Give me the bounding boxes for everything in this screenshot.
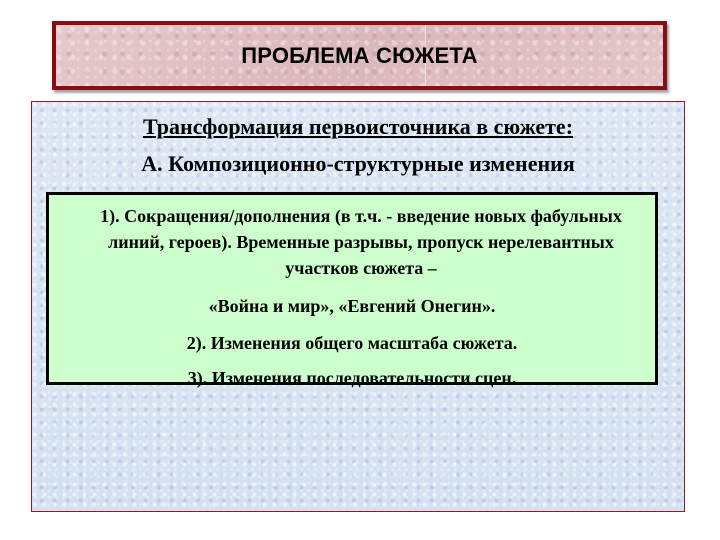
slide-title: ПРОБЛЕМА СЮЖЕТА	[241, 42, 478, 68]
highlight-box	[46, 192, 658, 388]
list-item-1-continuation: «Война и мир», «Евгений Онегин».	[208, 296, 496, 316]
content-heading: Трансформация первоисточника в сюжете:	[142, 114, 574, 139]
list-item-1: 1). Сокращения/дополнения (в т.ч. - введение новых фабульных линий, героев). Временные разрывы, пропуск нерелевантных участков сюжета –	[100, 206, 622, 278]
title-banner	[52, 21, 667, 90]
list-item-3: 3). Изменения последовательности сцен.	[187, 368, 517, 388]
content-subheading: А. Композиционно-структурные изменения	[141, 151, 575, 176]
list-item-2: 2). Изменения общего масштаба сюжета.	[186, 333, 518, 353]
